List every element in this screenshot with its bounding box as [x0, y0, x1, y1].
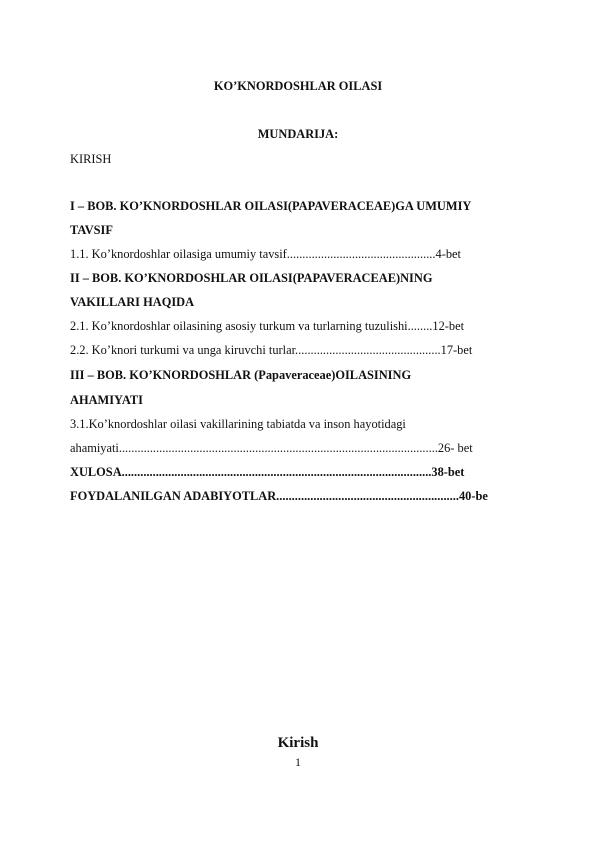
toc-entry: AHAMIYATI [70, 393, 143, 407]
toc-entry: ahamiyati.......................................................................................................26- bet [70, 441, 473, 455]
toc-entry: I – BOB. KO’KNORDOSHLAR OILASI(PAPAVERACEAE)GA UMUMIY [70, 199, 472, 213]
toc-entry: KIRISH [70, 152, 112, 166]
toc-entry: FOYDALANILGAN ADABIYOTLAR...........................................................40-be [70, 489, 488, 503]
page-number: 1 [295, 755, 301, 769]
document-title: KO’KNORDOSHLAR OILASI [213, 79, 383, 93]
toc-entry: TAVSIF [70, 223, 113, 237]
toc-entry: II – BOB. KO’KNORDOSHLAR OILASI(PAPAVERACEAE)NING [70, 271, 433, 285]
toc-entry: III – BOB. KO’KNORDOSHLAR (Papaveraceae)OILASINING [70, 368, 412, 382]
contents-heading: MUNDARIJA: [257, 127, 339, 141]
section-heading: Kirish [277, 735, 319, 751]
toc-entry: 1.1. Ko’knordoshlar oilasiga umumiy tavsif................................................4-bet [70, 247, 461, 261]
toc-entry: 2.2. Ko’knori turkumi va unga kiruvchi turlar...............................................17-bet [70, 343, 473, 357]
toc-entry: 2.1. Ko’knordoshlar oilasining asosiy turkum va turlarning tuzulishi........12-bet [70, 319, 465, 333]
toc-entry: VAKILLARI HAQIDA [70, 295, 195, 309]
toc-entry: XULOSA....................................................................................................38-bet [70, 465, 465, 479]
toc-entry: 3.1.Ko’knordoshlar oilasi vakillarining tabiatda va inson hayotidagi [70, 417, 406, 431]
